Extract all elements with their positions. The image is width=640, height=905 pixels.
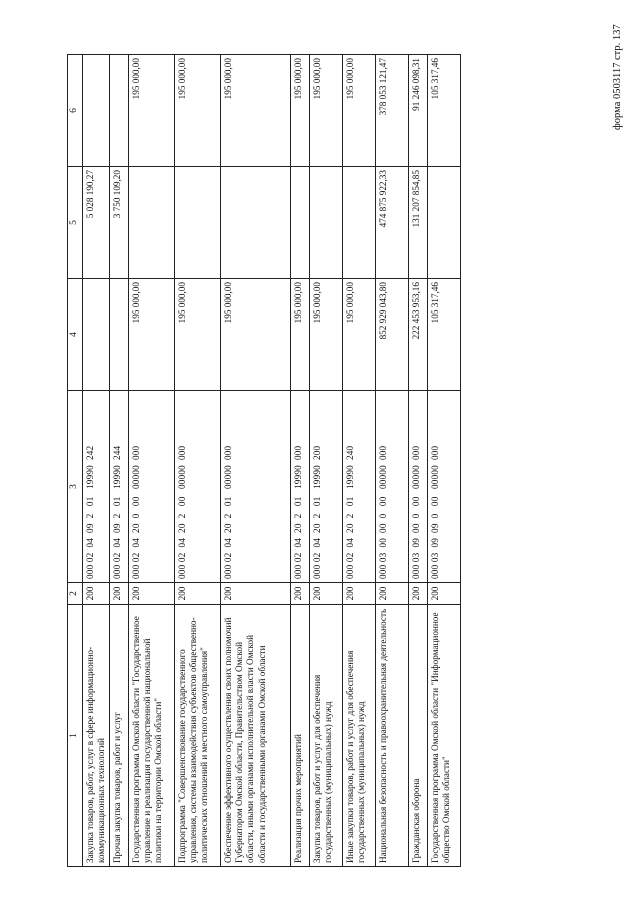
row-code: 200 xyxy=(175,583,221,605)
row-code: 200 xyxy=(221,583,291,605)
row-kbk: 000 02 04 20 2 01 00000 000 xyxy=(221,391,291,583)
form-number: форма 0503117 стр. 137 xyxy=(612,24,623,130)
row-name: Закупка товаров, работ, услуг в сфере информационно-коммуникационных технологий xyxy=(82,605,109,867)
row-col5: 131 207 854,85 xyxy=(409,167,428,279)
row-kbk: 000 02 04 09 2 01 19990 242 xyxy=(82,391,109,583)
row-kbk: 000 02 04 20 2 01 19990 200 xyxy=(310,391,343,583)
row-code: 200 xyxy=(409,583,428,605)
row-col6: 195 000,00 xyxy=(175,55,221,167)
row-kbk: 000 03 09 09 0 00 00000 000 xyxy=(428,391,461,583)
table-row xyxy=(175,55,221,867)
row-code: 200 xyxy=(129,583,175,605)
header-row xyxy=(68,55,83,867)
row-col5 xyxy=(343,167,376,279)
table-row xyxy=(129,55,175,867)
row-col5 xyxy=(175,167,221,279)
row-code: 200 xyxy=(110,583,129,605)
row-kbk: 000 03 09 00 0 00 00000 000 xyxy=(409,391,428,583)
row-col5: 474 875 922,33 xyxy=(376,167,409,279)
table-row xyxy=(409,55,428,867)
table-row xyxy=(428,55,461,867)
row-name: Национальная безопасность и правоохранительная деятельность xyxy=(376,605,409,867)
col-header-3: 3 xyxy=(68,391,83,583)
row-kbk: 000 03 00 00 0 00 00000 000 xyxy=(376,391,409,583)
row-name: Прочая закупка товаров, работ и услуг xyxy=(110,605,129,867)
col-header-4: 4 xyxy=(68,279,83,391)
col-header-2: 2 xyxy=(68,583,83,605)
table-body xyxy=(82,55,460,867)
row-name: Закупка товаров, работ и услуг для обеспечения государственных (муниципальных) нужд xyxy=(310,605,343,867)
row-col6: 195 000,00 xyxy=(221,55,291,167)
row-code: 200 xyxy=(376,583,409,605)
row-col5 xyxy=(129,167,175,279)
row-kbk: 000 02 04 09 2 01 19990 244 xyxy=(110,391,129,583)
budget-table xyxy=(67,54,461,867)
table-row xyxy=(291,55,310,867)
row-col6: 195 000,00 xyxy=(310,55,343,167)
row-col6 xyxy=(82,55,109,167)
row-col4: 195 000,00 xyxy=(310,279,343,391)
row-code: 200 xyxy=(310,583,343,605)
row-name: Государственная программа Омской области "Информационное общество Омской области" xyxy=(428,605,461,867)
row-col6 xyxy=(110,55,129,167)
row-col4: 195 000,00 xyxy=(291,279,310,391)
row-col6: 195 000,00 xyxy=(129,55,175,167)
table-row xyxy=(376,55,409,867)
row-col4: 852 929 043,80 xyxy=(376,279,409,391)
row-code: 200 xyxy=(343,583,376,605)
row-col5 xyxy=(428,167,461,279)
col-header-1: 1 xyxy=(68,605,83,867)
col-header-5: 5 xyxy=(68,167,83,279)
table-row xyxy=(310,55,343,867)
row-kbk: 000 02 04 20 2 01 19990 240 xyxy=(343,391,376,583)
table-row xyxy=(221,55,291,867)
row-name: Государственная программа Омской области "Государственное управление и реализация государственной национальной политики на территории Омской области" xyxy=(129,605,175,867)
row-name: Реализация прочих мероприятий xyxy=(291,605,310,867)
row-code: 200 xyxy=(82,583,109,605)
row-col5: 3 750 109,20 xyxy=(110,167,129,279)
table-row xyxy=(82,55,109,867)
row-col6: 378 053 121,47 xyxy=(376,55,409,167)
row-col5 xyxy=(310,167,343,279)
table-row xyxy=(343,55,376,867)
row-col4: 105 317,46 xyxy=(428,279,461,391)
row-kbk: 000 02 04 20 0 00 00000 000 xyxy=(129,391,175,583)
row-col4: 195 000,00 xyxy=(175,279,221,391)
row-name: Гражданская оборона xyxy=(409,605,428,867)
row-col4 xyxy=(82,279,109,391)
row-col4: 195 000,00 xyxy=(343,279,376,391)
row-col5: 5 028 190,27 xyxy=(82,167,109,279)
row-kbk: 000 02 04 20 2 00 00000 000 xyxy=(175,391,221,583)
row-col6: 195 000,00 xyxy=(343,55,376,167)
row-code: 200 xyxy=(291,583,310,605)
row-col5 xyxy=(221,167,291,279)
row-name: Подпрограмма "Совершенствование государственного управления, системы взаимодействия субъектов общественно-политических отношений и местного самоуправления" xyxy=(175,605,221,867)
row-name: Обеспечение эффективного осуществления своих полномочий Губернатором Омской области, Правительством Омской области, иными органами исполнительной власти Омской области и государственными органами Омской области xyxy=(221,605,291,867)
col-header-6: 6 xyxy=(68,55,83,167)
row-col4 xyxy=(110,279,129,391)
row-col4: 195 000,00 xyxy=(129,279,175,391)
row-col5 xyxy=(291,167,310,279)
row-col4: 222 453 953,16 xyxy=(409,279,428,391)
row-kbk: 000 02 04 20 2 01 19990 000 xyxy=(291,391,310,583)
row-col6: 91 246 098,31 xyxy=(409,55,428,167)
row-col6: 195 000,00 xyxy=(291,55,310,167)
table-row xyxy=(110,55,129,867)
row-col4: 195 000,00 xyxy=(221,279,291,391)
row-name: Иные закупки товаров, работ и услуг для обеспечения государственных (муниципальных) нужд xyxy=(343,605,376,867)
row-code: 200 xyxy=(428,583,461,605)
row-col6: 105 317,46 xyxy=(428,55,461,167)
